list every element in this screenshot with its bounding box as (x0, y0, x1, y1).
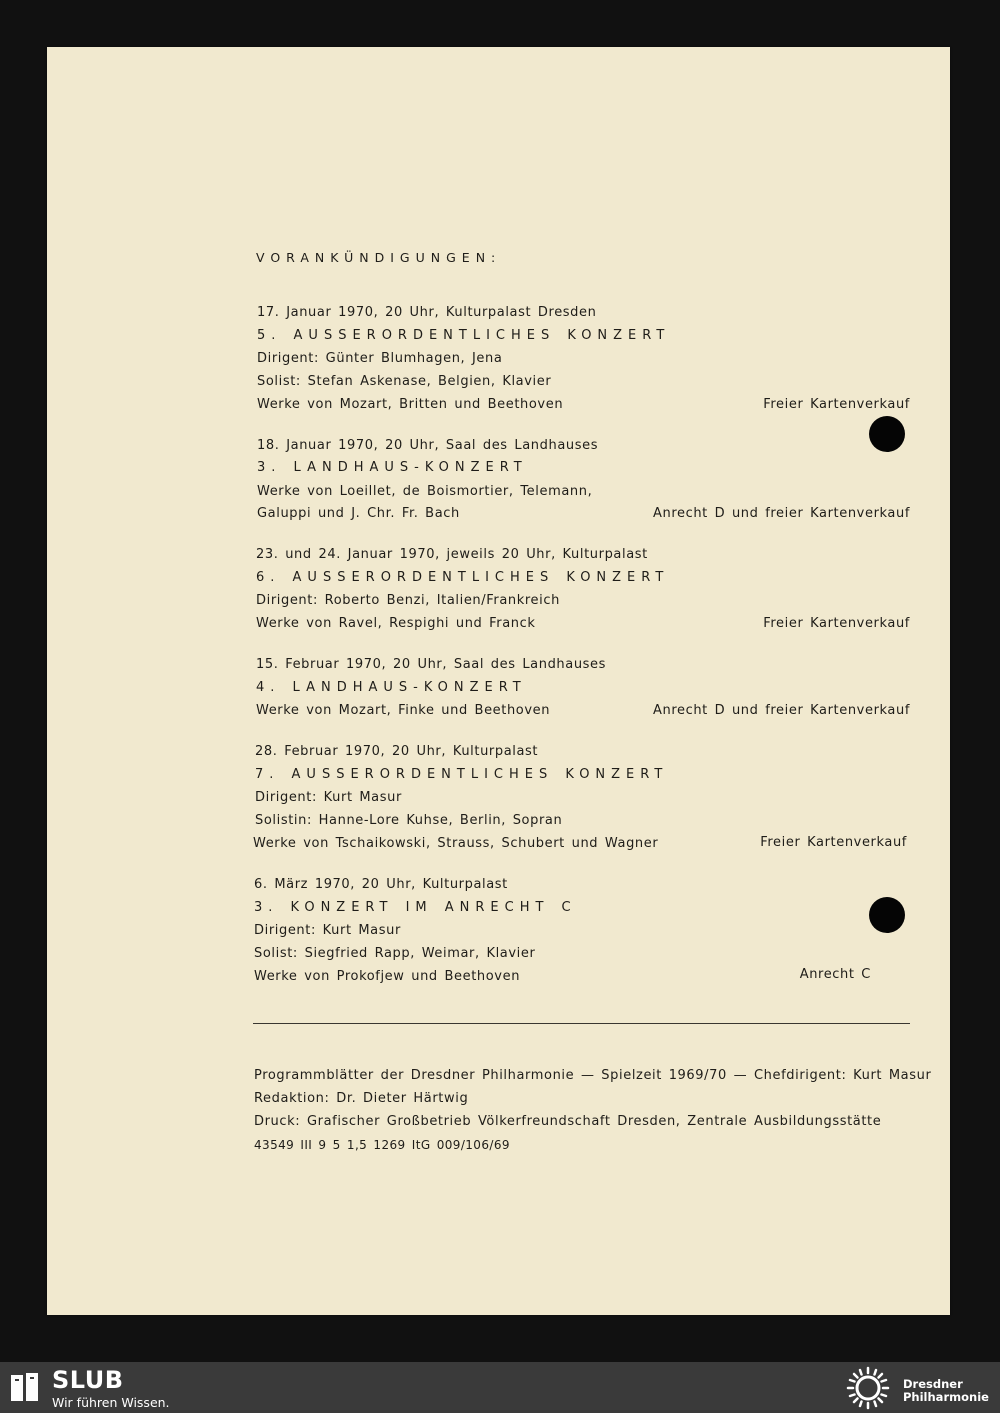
imprint-code: 43549 III 9 5 1,5 1269 ItG 009/106/69 (254, 1138, 510, 1152)
event-1-works: Werke von Mozart, Britten und Beethoven (257, 397, 564, 412)
event-3-title: 6. AUSSERORDENTLICHES KONZERT (256, 570, 670, 585)
imprint-editor: Redaktion: Dr. Dieter Härtwig (254, 1091, 469, 1106)
event-6-title: 3. KONZERT IM ANRECHT C (254, 900, 577, 915)
event-6-date: 6. März 1970, 20 Uhr, Kulturpalast (254, 877, 508, 892)
slub-logo-text: SLUB (52, 1366, 124, 1394)
punch-hole-top (869, 416, 905, 452)
punch-hole-bottom (869, 897, 905, 933)
imprint-printer: Druck: Grafischer Großbetrieb Völkerfreundschaft Dresden, Zentrale Ausbildungsstätte (254, 1114, 882, 1129)
partner-logo-text (903, 1378, 989, 1404)
sun-logo-icon (842, 1366, 894, 1410)
event-3-works: Werke von Ravel, Respighi und Franck (256, 616, 536, 631)
divider-line (253, 1023, 910, 1024)
event-2-date: 18. Januar 1970, 20 Uhr, Saal des Landhauses (257, 438, 599, 453)
event-2-works-line1: Werke von Loeillet, de Boismortier, Telemann, (257, 484, 593, 499)
slub-tagline: Wir führen Wissen. (52, 1395, 170, 1410)
event-4-tickets: Anrecht D und freier Kartenverkauf (653, 703, 910, 718)
event-4-date: 15. Februar 1970, 20 Uhr, Saal des Landhauses (256, 657, 607, 672)
event-2-works-line2: Galuppi und J. Chr. Fr. Bach (257, 506, 460, 521)
event-4-works: Werke von Mozart, Finke und Beethoven (256, 703, 551, 718)
imprint-program-line: Programmblätter der Dresdner Philharmonie — Spielzeit 1969/70 — Chefdirigent: Kurt Masur (254, 1068, 932, 1083)
event-1-title: 5. AUSSERORDENTLICHES KONZERT (257, 328, 671, 343)
footer-bar (0, 1362, 1000, 1413)
partner-name-line2: Philharmonie (903, 1390, 989, 1404)
event-5-tickets: Freier Kartenverkauf (760, 835, 907, 850)
event-4-title: 4. LANDHAUS-KONZERT (256, 680, 527, 695)
event-6-soloist: Solist: Siegfried Rapp, Weimar, Klavier (254, 946, 536, 961)
event-5-works: Werke von Tschaikowski, Strauss, Schubert und Wagner (253, 836, 659, 851)
event-6-works: Werke von Prokofjew und Beethoven (254, 969, 521, 984)
event-1-date: 17. Januar 1970, 20 Uhr, Kulturpalast Dresden (257, 305, 597, 320)
event-3-date: 23. und 24. Januar 1970, jeweils 20 Uhr, Kulturpalast (256, 547, 648, 562)
event-2-title: 3. LANDHAUS-KONZERT (257, 460, 528, 475)
event-6-conductor: Dirigent: Kurt Masur (254, 923, 401, 938)
event-5-date: 28. Februar 1970, 20 Uhr, Kulturpalast (255, 744, 539, 759)
section-heading: VORANKÜNDIGUNGEN: (256, 250, 502, 265)
event-5-conductor: Dirigent: Kurt Masur (255, 790, 402, 805)
event-3-conductor: Dirigent: Roberto Benzi, Italien/Frankreich (256, 593, 560, 608)
event-5-title: 7. AUSSERORDENTLICHES KONZERT (255, 767, 669, 782)
program-sheet (47, 47, 950, 1315)
event-1-soloist: Solist: Stefan Askenase, Belgien, Klavier (257, 374, 552, 389)
event-3-tickets: Freier Kartenverkauf (763, 616, 910, 631)
partner-name-line1: Dresdner (903, 1377, 963, 1391)
event-6-tickets: Anrecht C (799, 967, 871, 982)
event-2-tickets: Anrecht D und freier Kartenverkauf (653, 506, 910, 521)
event-5-soloist: Solistin: Hanne-Lore Kuhse, Berlin, Sopran (255, 813, 563, 828)
event-1-conductor: Dirigent: Günter Blumhagen, Jena (257, 351, 503, 366)
event-1-tickets: Freier Kartenverkauf (763, 397, 910, 412)
book-icon (10, 1371, 40, 1403)
